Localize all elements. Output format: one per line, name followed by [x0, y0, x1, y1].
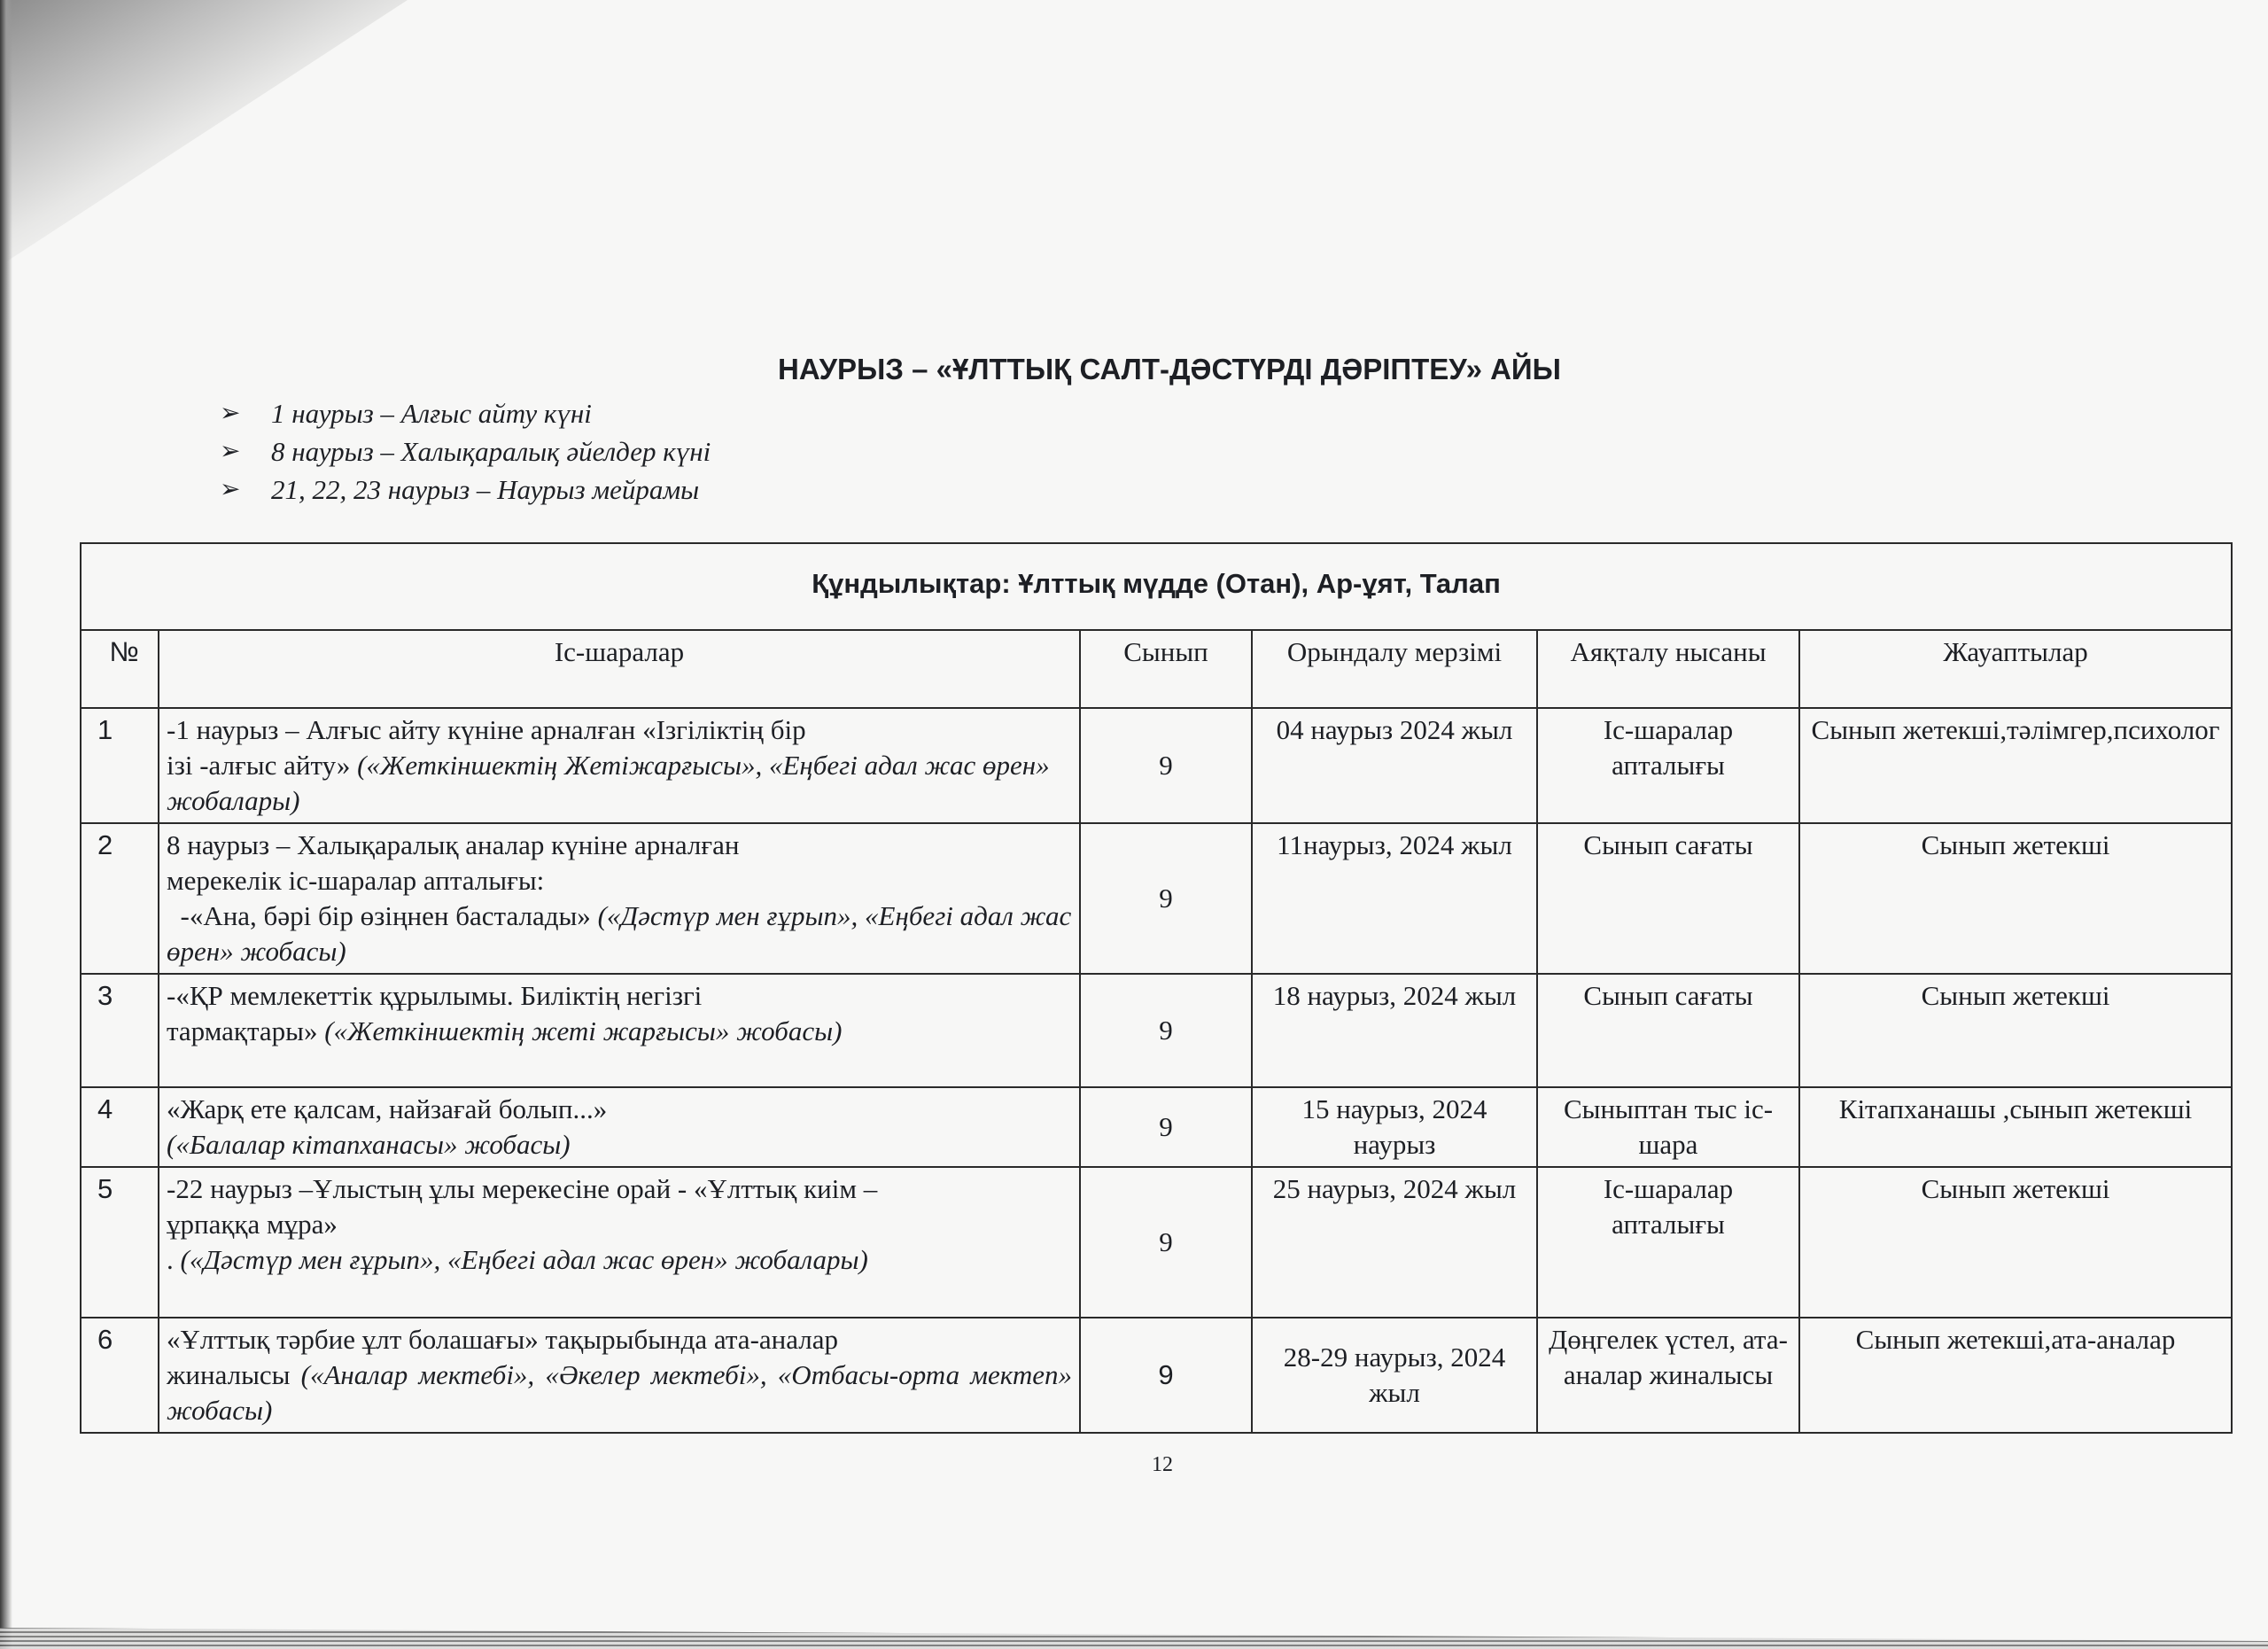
row-deadline: 25 наурыз, 2024 жыл [1252, 1167, 1537, 1318]
row-grade: 9 [1080, 708, 1252, 823]
table-row [81, 974, 2232, 1087]
intro-bullet-list [220, 394, 711, 509]
arrow-bullet-icon: ➢ [220, 438, 241, 465]
row-num: 1 [81, 708, 159, 823]
row-grade: 9 [1080, 1167, 1252, 1318]
row-activity: -22 наурыз –Ұлыстың ұлы мерекесіне орай - «Ұлттық киім – ұрпаққа мұра» . («Дәстүр мен ғұрып», «Еңбегі адал жас өрен» жобалары) [159, 1167, 1080, 1318]
row-deadline: 04 наурыз 2024 жыл [1252, 708, 1537, 823]
arrow-bullet-icon: ➢ [220, 476, 241, 503]
row-deadline: 11наурыз, 2024 жыл [1252, 823, 1537, 974]
scan-shadow [0, 0, 408, 266]
row-responsible: Сынып жетекші [1799, 1167, 2232, 1318]
row-activity: 8 наурыз – Халықаралық аналар күніне арналған мерекелік іс-шаралар апталығы: -«Ана, бәрі бір өзіңнен басталады» («Дәстүр мен ғұрып», «Еңбегі адал жас өрен» жобасы) [159, 823, 1080, 974]
table-header-row [81, 630, 2232, 708]
row-num: 3 [81, 974, 159, 1087]
row-responsible: Кітапханашы ,сынып жетекші [1799, 1087, 2232, 1167]
table-row [81, 1318, 2232, 1433]
header-responsible: Жауаптылар [1799, 630, 2232, 708]
table-row [81, 1167, 2232, 1318]
row-responsible: Сынып жетекші [1799, 974, 2232, 1087]
row-form: Сынып сағаты [1537, 974, 1799, 1087]
header-form: Аяқталу нысаны [1537, 630, 1799, 708]
row-form: Сыныптан тыс іс-шара [1537, 1087, 1799, 1167]
intro-bullet: ➢ 21, 22, 23 наурыз – Наурыз мейрамы [220, 471, 711, 509]
scan-left-edge [0, 0, 12, 1649]
intro-bullet: ➢ 1 наурыз – Алғыс айту күні [220, 394, 711, 432]
header-activities: Іс-шаралар [159, 630, 1080, 708]
row-activity: -1 наурыз – Алғыс айту күніне арналған «Ізгіліктің бір ізі -алғыс айту» («Жеткіншектің Жетіжарғысы», «Еңбегі адал жас өрен» жобалары) [159, 708, 1080, 823]
values-row: Құндылықтар: Ұлттық мүдде (Отан), Ар-ұят, Талап [81, 543, 2232, 630]
row-responsible: Сынып жетекші,тәлімгер,психолог [1799, 708, 2232, 823]
row-grade: 9 [1080, 823, 1252, 974]
row-activity: -«ҚР мемлекеттік құрылымы. Биліктің негізгі тармақтары» («Жеткіншектің жеті жарғысы» жобасы) [159, 974, 1080, 1087]
activities-table [80, 542, 2233, 1434]
row-activity: «Жарқ ете қалсам, найзағай болып...» («Балалар кітапханасы» жобасы) [159, 1087, 1080, 1167]
header-num: № [81, 630, 159, 708]
header-deadline: Орындалу мерзімі [1252, 630, 1537, 708]
header-grade: Сынып [1080, 630, 1252, 708]
row-num: 2 [81, 823, 159, 974]
row-grade: 9 [1080, 1318, 1252, 1433]
scan-bottom-edge [0, 1622, 2268, 1649]
table-row [81, 1087, 2232, 1167]
row-deadline: 18 наурыз, 2024 жыл [1252, 974, 1537, 1087]
row-deadline: 15 наурыз, 2024 наурыз [1252, 1087, 1537, 1167]
row-num: 4 [81, 1087, 159, 1167]
table-row [81, 708, 2232, 823]
intro-bullet: ➢ 8 наурыз – Халықаралық әйелдер күні [220, 432, 711, 471]
row-num: 5 [81, 1167, 159, 1318]
arrow-bullet-icon: ➢ [220, 400, 241, 427]
row-responsible: Сынып жетекші [1799, 823, 2232, 974]
row-num: 6 [81, 1318, 159, 1433]
row-form: Сынып сағаты [1537, 823, 1799, 974]
page-heading: НАУРЫЗ – «ҰЛТТЫҚ САЛТ-ДӘСТҮРДІ ДӘРІПТЕУ» АЙЫ [778, 353, 1561, 385]
row-form: Іс-шаралар апталығы [1537, 1167, 1799, 1318]
row-activity: «Ұлттық тәрбие ұлт болашағы» тақырыбында ата-аналар жиналысы («Аналар мектебі», «Әкелер мектебі», «Отбасы-орта мектеп» жобасы) [159, 1318, 1080, 1433]
row-grade: 9 [1080, 1087, 1252, 1167]
row-form: Дөңгелек үстел, ата-аналар жиналысы [1537, 1318, 1799, 1433]
row-responsible: Сынып жетекші,ата-аналар [1799, 1318, 2232, 1433]
row-grade: 9 [1080, 974, 1252, 1087]
row-form: Іс-шаралар апталығы [1537, 708, 1799, 823]
table-row [81, 823, 2232, 974]
row-deadline: 28-29 наурыз, 2024 жыл [1252, 1318, 1537, 1433]
page-number: 12 [1152, 1453, 1173, 1476]
